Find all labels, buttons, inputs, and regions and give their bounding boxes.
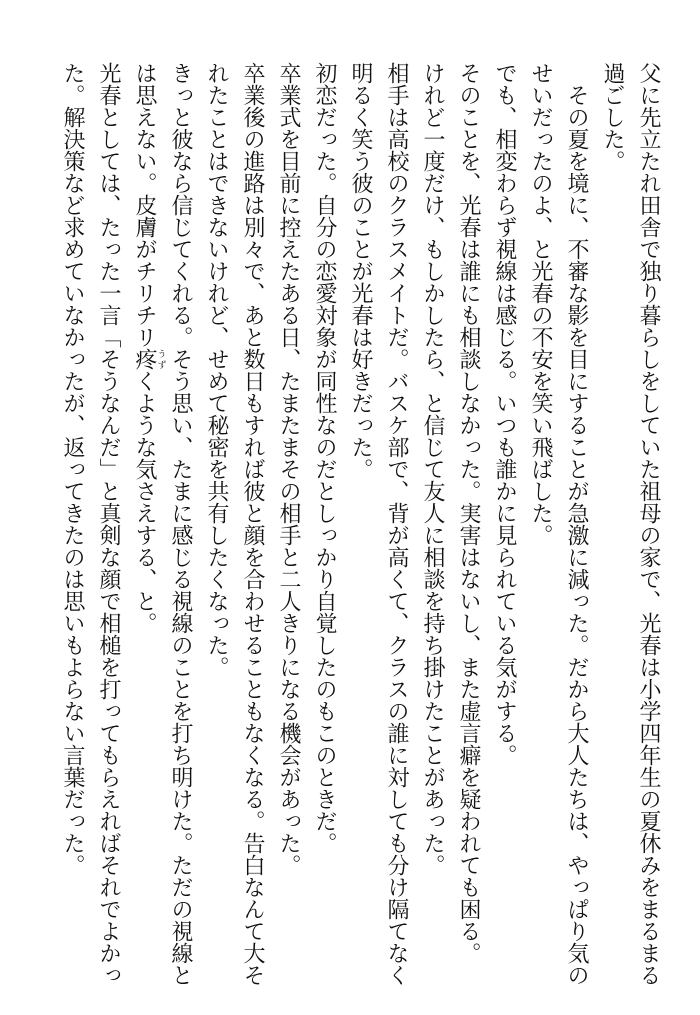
paragraph-4: そのことを、光春は誰にも相談しなかった。実害はないし、また虚言癖を疑われても困る。	[456, 62, 481, 964]
paragraph-5: けれど一度だけ、もしかしたら、と信じて友人に相談を持ち掛けたことがあった。	[420, 62, 445, 876]
paragraph-3: でも、相変わらず視線は感じる。いつも誰かに見られている気がする。	[492, 62, 517, 766]
paragraph-10-text: きっと彼なら信じてくれる。そう思い、たまに感じる視線のことを打ち明けた。ただの視線とは思えない。	[132, 62, 193, 986]
furigana-uzu	[132, 348, 166, 370]
paragraph-1: 父に先立たれ田舎で独り暮らしをしていた祖母の家で、光春は小学四年生の夏休みをまるまる過ごした。	[600, 62, 661, 986]
paragraph-2: その夏を境に、不審な影を目にすることが急激に減った。だから大人たちは、やっぱり気のせいだったのよ、と光春の不安を笑い飛ばした。	[528, 62, 589, 986]
paragraph-7: 初恋だった。自分の恋愛対象が同性なのだとしっかり自覚したのもこのときだ。	[312, 62, 337, 854]
ruby-reading: うず	[155, 348, 166, 370]
paragraph-10	[126, 62, 198, 1002]
paragraph-10-cont-a: 皮膚がチリチリ	[132, 194, 157, 348]
paragraph-8: 卒業式を目前に控えたある日、たまたまその相手と二人きりになる機会があった。	[276, 62, 301, 876]
paragraph-11: 光春としては、たった一言「そうなんだ」と真剣な顔で相槌を打ってもらえればそれでよかった。解決策など求めていなかったが、返ってきたのは思いもよらない言葉だった。	[60, 62, 121, 986]
paragraph-9: 卒業後の進路は別々で、あと数日もすれば彼と顔を合わせることもなくなる。告白なんて大それたことはできないけれど、せめて秘密を共有したくなった。	[204, 62, 265, 986]
paragraph-10-cont-b: くような気さえする、と。	[132, 370, 157, 634]
vertical-text-body	[54, 62, 666, 1002]
ruby-base: 疼	[132, 348, 157, 370]
paragraph-6: 相手は高校のクラスメイトだ。バスケ部で、背が高くて、クラスの誰に対しても分け隔てなく明るく笑う彼のことが光春は好きだった。	[348, 62, 409, 986]
